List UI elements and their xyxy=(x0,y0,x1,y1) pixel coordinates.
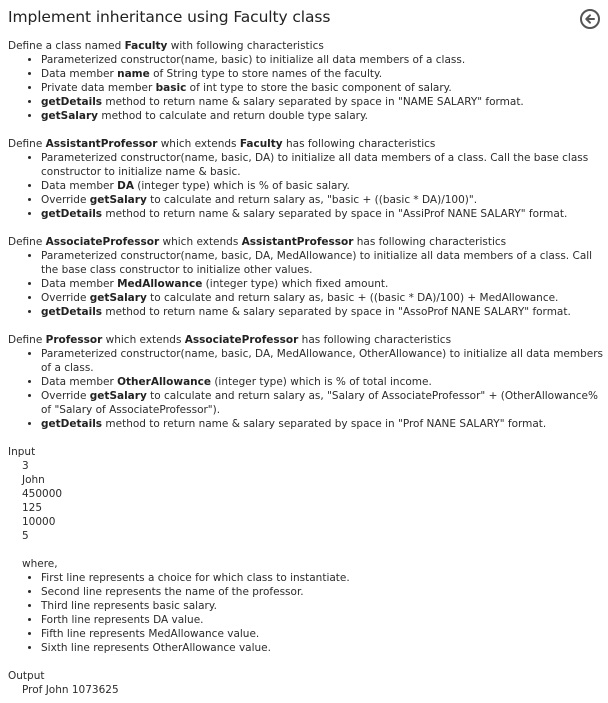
list-item: • Forth line represents DA value. xyxy=(41,613,604,627)
list-item: • Private data member basic of int type to store the basic component of salary. xyxy=(41,81,604,95)
page-title: Implement inheritance using Faculty class xyxy=(8,8,331,26)
input-line: 10000 xyxy=(22,516,56,528)
list-item: • Third line represents basic salary. xyxy=(41,599,604,613)
list-item: • getDetails method to return name & salary separated by space in "AssiProf NANE SALARY" format. xyxy=(41,207,604,221)
input-line: 5 xyxy=(22,530,29,542)
list-item: • Second line represents the name of the professor. xyxy=(41,585,604,599)
list-item: • Parameterized constructor(name, basic, DA, MedAllowance) to initialize all data members of a class. Call the base class constructor to initialize other values. xyxy=(41,249,604,277)
list-item: • Sixth line represents OtherAllowance value. xyxy=(41,641,604,655)
problem-statement xyxy=(8,6,604,697)
output-sample xyxy=(8,683,604,697)
input-sample xyxy=(8,459,604,543)
section-definition: Define Professor which extends AssociateProfessor has following characteristics xyxy=(8,334,452,346)
associate-professor-section xyxy=(8,235,604,319)
list-item: • Parameterized constructor(name, basic, DA) to initialize all data members of a class. Call the base class constructor to initialize name & basic. xyxy=(41,151,604,179)
explanation-list xyxy=(22,571,604,655)
list-item: • getDetails method to return name & salary separated by space in "AssoProf NANE SALARY" format. xyxy=(41,305,604,319)
list-item: • Override getSalary to calculate and return salary as, "Salary of AssociateProfessor" + (OtherAllowance% of "Salary of AssociateProfessor"). xyxy=(41,389,604,417)
list-item: • Fifth line represents MedAllowance value. xyxy=(41,627,604,641)
list-item: • Data member DA (integer type) which is % of basic salary. xyxy=(41,179,604,193)
list-item: • Data member name of String type to store names of the faculty. xyxy=(41,67,604,81)
faculty-section xyxy=(8,39,604,123)
characteristics-list xyxy=(8,249,604,319)
where-label: where, xyxy=(22,558,58,570)
list-item: • First line represents a choice for which class to instantiate. xyxy=(41,571,604,585)
list-item: • getDetails method to return name & salary separated by space in "Prof NANE SALARY" format. xyxy=(41,417,604,431)
list-item: • Data member MedAllowance (integer type) which fixed amount. xyxy=(41,277,604,291)
input-heading: Input xyxy=(8,446,36,458)
list-item: • getDetails method to return name & salary separated by space in "NAME SALARY" format. xyxy=(41,95,604,109)
characteristics-list xyxy=(8,151,604,221)
list-item: • Parameterized constructor(name, basic, DA, MedAllowance, OtherAllowance) to initialize all data members of a class. xyxy=(41,347,604,375)
section-definition: Define a class named Faculty with following characteristics xyxy=(8,40,324,52)
characteristics-list xyxy=(8,347,604,431)
section-definition: Define AssistantProfessor which extends Faculty has following characteristics xyxy=(8,138,436,150)
section-definition: Define AssociateProfessor which extends AssistantProfessor has following characteristics xyxy=(8,236,507,248)
output-heading: Output xyxy=(8,670,45,682)
professor-section xyxy=(8,333,604,431)
list-item: • Override getSalary to calculate and return salary as, basic + ((basic * DA)/100) + MedAllowance. xyxy=(41,291,604,305)
input-line: John xyxy=(22,474,45,486)
list-item: • Override getSalary to calculate and return salary as, "basic + ((basic * DA)/100)". xyxy=(41,193,604,207)
list-item: • Data member OtherAllowance (integer type) which is % of total income. xyxy=(41,375,604,389)
output-line: Prof John 1073625 xyxy=(22,684,119,696)
input-line: 3 xyxy=(22,460,29,472)
assistant-professor-section xyxy=(8,137,604,221)
input-line: 450000 xyxy=(22,488,63,500)
input-explanation xyxy=(8,557,604,655)
characteristics-list xyxy=(8,53,604,123)
input-line: 125 xyxy=(22,502,43,514)
list-item: • getSalary method to calculate and return double type salary. xyxy=(41,109,604,123)
list-item: • Parameterized constructor(name, basic) to initialize all data members of a class. xyxy=(41,53,604,67)
